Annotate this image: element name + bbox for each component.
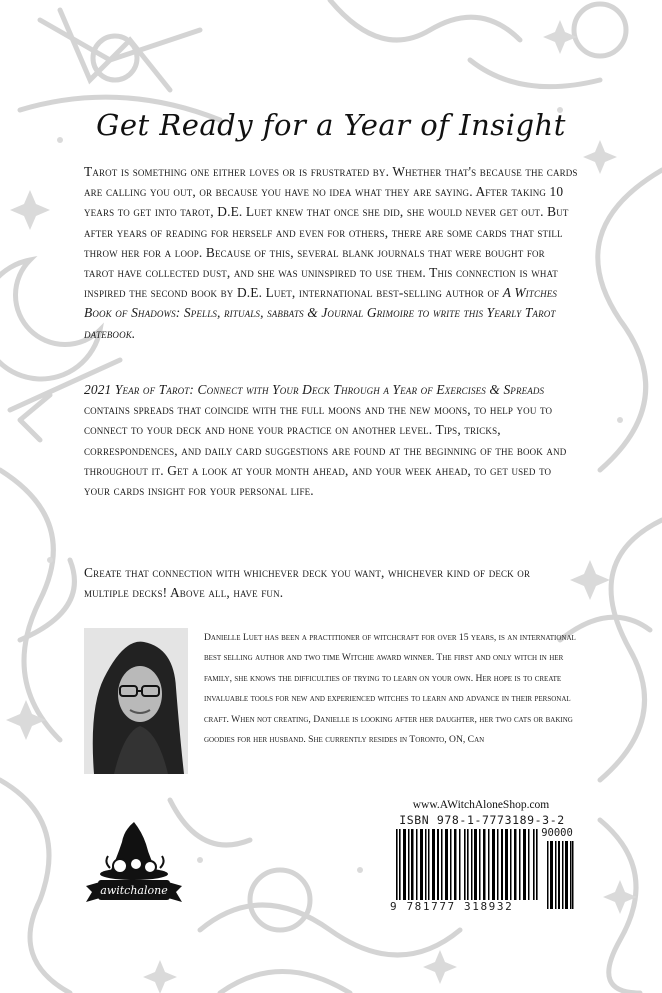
description-paragraph-2 — [84, 380, 578, 501]
description-paragraph-3: Create that connection with whichever deck you want, whichever kind of deck or multiple decks! Above all, have fun. — [84, 565, 531, 601]
book-title-current: 2021 Year of Tarot: Connect with Your Deck Through a Year of Exercises & Spreads — [84, 382, 545, 397]
publisher-logo — [80, 820, 188, 912]
description-paragraph-1 — [84, 162, 578, 344]
author-bio: Danielle Luet has been a practitioner of witchcraft for over 15 years, is an international best selling author and two time Witchie award winner. The first and only witch in her family, she knows the difficulties of trying to learn on your own. Her hope is to create invaluable tools for new and experienced witches to learn and advance in their personal craft. When not creating, Danielle is looking after her daughter, her two cats or baking goodies for her husband. She currently resides in Toronto, ON, Can — [204, 632, 576, 746]
page-title: Get Ready for a Year of Insight — [96, 108, 566, 142]
publisher-logo-text: awitchalone — [100, 884, 168, 897]
description-text-2: contains spreads that coincide with the full moons and the new moons, to help you to connect to your deck and hone your practice on another level. Tips, tricks, correspondences, and daily card suggestions are found at the beginning of the book and throughout it. Get a look at your month ahead, and your week ahead, to get used to your cards insight for your personal life. — [84, 402, 567, 499]
ean-barcode-bars — [392, 829, 542, 909]
author-photo — [84, 628, 188, 774]
publisher-url[interactable]: www.AWitchAloneShop.com — [412, 799, 550, 811]
barcode — [386, 813, 576, 917]
description-text-1: Tarot is something one either loves or is frustrated by. Whether that's because the cards are calling you out, or because you have no idea what they are saying. After taking 10 years to get into tarot, D.E. Luet knew that once she did, she would never get out. But after years of reading for herself and even for others, there are some cards that still throw her for a loop. Because of this, several blank journals that were bought for tarot have collected dust, and she was uninspired to use them. This connection is what inspired the second book by D.E. Luet, international best-selling author of — [84, 164, 578, 301]
ean-digits: 9 781777 318932 — [388, 900, 542, 913]
book-title-first: A Witches Book of Shadows: Spells, rituals, sabbats & Journal Grimoire to write this Yearly Tarot datebook. — [84, 285, 558, 341]
price-barcode-bars — [546, 841, 574, 909]
isbn-number: ISBN 978-1-7773189-3-2 — [399, 813, 565, 827]
price-code: 90000 — [541, 827, 573, 839]
